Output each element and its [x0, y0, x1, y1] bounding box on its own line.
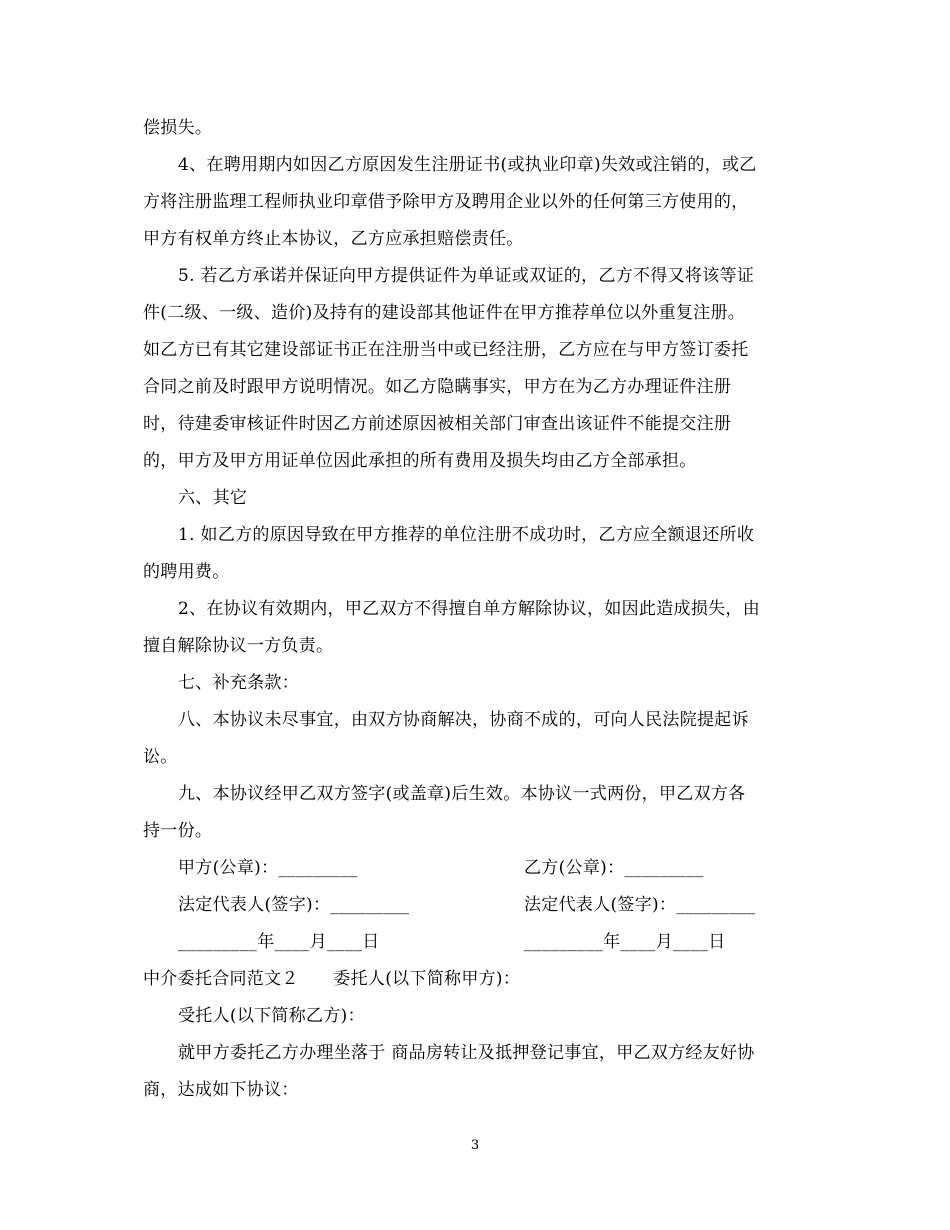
- text-line: 2、在协议有效期内，甲乙双方不得擅自单方解除协议，如因此造成损失，由: [178, 599, 761, 619]
- party-b-seal: 乙方(公章)：_________: [524, 858, 704, 878]
- text-line: 甲方有权单方终止本协议，乙方应承担赔偿责任。: [143, 229, 524, 249]
- text-line: 的，甲方及甲方用证单位因此承担的所有费用及损失均由乙方全部承担。: [143, 451, 697, 471]
- text-line: 时，待建委审核证件时因乙方前述原因被相关部门审查出该证件不能提交注册: [143, 414, 732, 434]
- trustee-line: 受托人(以下简称乙方)：: [178, 1006, 365, 1026]
- page-number: 3: [470, 1138, 480, 1153]
- text-line: 方将注册监理工程师执业印章借予除甲方及聘用企业以外的任何第三方使用的，: [143, 192, 749, 212]
- text-line: 八、本协议未尽事宜，由双方协商解决，协商不成的，可向人民法院提起诉: [178, 710, 749, 730]
- party-b-representative: 法定代表人(签字)：_________: [524, 895, 756, 915]
- section-heading: 七、补充条款：: [178, 673, 300, 693]
- text-line: 就甲方委托乙方办理坐落于 商品房转让及抵押登记事宜，甲乙双方经友好协: [178, 1043, 755, 1063]
- text-line: 5. 若乙方承诺并保证向甲方提供证件为单证或双证的，乙方不得又将该等证: [178, 266, 755, 286]
- text-line: 偿损失。: [143, 118, 213, 138]
- next-section-heading: 中介委托合同范文２ 委托人(以下简称甲方)：: [143, 969, 521, 989]
- text-line: 1. 如乙方的原因导致在甲方推荐的单位注册不成功时，乙方应全额退还所收: [178, 525, 755, 545]
- text-line: 4、在聘用期内如因乙方原因发生注册证书(或执业印章)失效或注销的，或乙: [178, 155, 757, 175]
- text-line: 九、本协议经甲乙双方签字(或盖章)后生效。本协议一式两份，甲乙双方各: [178, 784, 746, 804]
- section-heading: 六、其它: [178, 488, 248, 508]
- text-line: 讼。: [143, 747, 178, 767]
- party-b-date: _________年____月____日: [524, 932, 726, 952]
- text-line: 的聘用费。: [143, 562, 230, 582]
- party-a-seal: 甲方(公章)：_________: [178, 858, 358, 878]
- party-a-representative: 法定代表人(签字)：_________: [178, 895, 410, 915]
- text-line: 合同之前及时跟甲方说明情况。如乙方隐瞒事实，甲方在为乙方办理证件注册: [143, 377, 732, 397]
- text-line: 持一份。: [143, 821, 213, 841]
- text-line: 如乙方已有其它建设部证书正在注册当中或已经注册，乙方应在与甲方签订委托: [143, 340, 749, 360]
- text-line: 擅自解除协议一方负责。: [143, 636, 334, 656]
- text-line: 商，达成如下协议：: [143, 1080, 299, 1100]
- text-line: 件(二级、一级、造价)及持有的建设部其他证件在甲方推荐单位以外重复注册。: [143, 303, 746, 323]
- party-a-date: _________年____月____日: [178, 932, 380, 952]
